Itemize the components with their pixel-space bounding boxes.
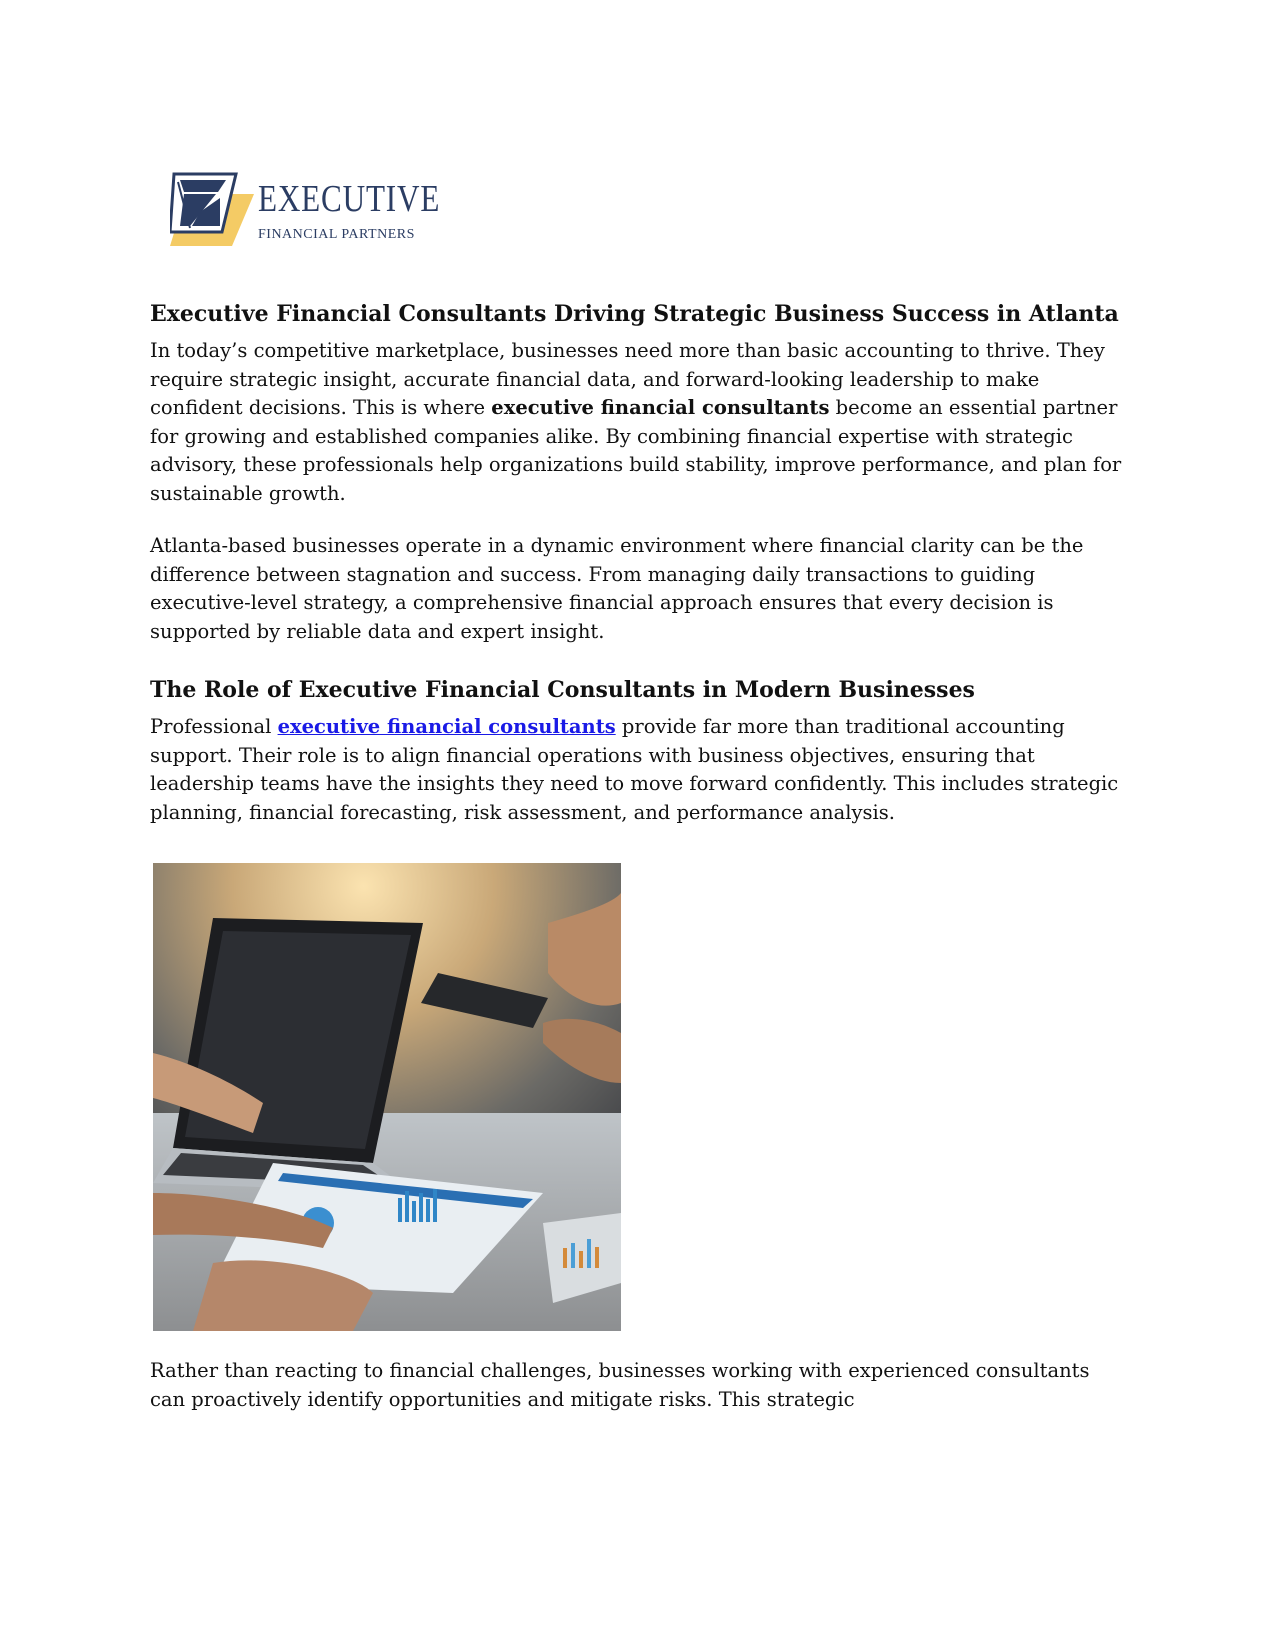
- closing-paragraph: Rather than reacting to financial challenges, businesses working with experienced consultants can proactively identify opportunities and mitigate risks. This strategic: [150, 1359, 1090, 1411]
- role-text-start: Professional: [150, 715, 278, 738]
- logo-tagline: FINANCIAL PARTNERS: [258, 227, 415, 242]
- article: [150, 300, 1130, 1414]
- consultants-link[interactable]: executive financial consultants: [277, 715, 616, 738]
- section-heading: The Role of Executive Financial Consultants in Modern Businesses: [150, 677, 975, 703]
- intro-paragraph: [150, 337, 1130, 508]
- intro-bold-phrase: executive financial consultants: [491, 396, 830, 419]
- role-text-end: provide far more than traditional accounting support. Their role is to align financial operations with business objectives, ensuring that leadership teams have the insights they need to move forward confidently. This includes strategic planning, financial forecasting, risk assessment, and performance analysis.: [150, 715, 1119, 824]
- logo-mark-icon: [170, 172, 254, 246]
- logo-wordmark: EXECUTIVE: [258, 178, 441, 220]
- photo-illustration: [153, 863, 621, 1331]
- atlanta-paragraph: Atlanta-based businesses operate in a dynamic environment where financial clarity can be the difference between stagnation and success. From managing daily transactions to guiding executive-level strategy, a comprehensive financial approach ensures that every decision is supported by reliable data and expert insight.: [150, 534, 1084, 643]
- company-logo: [170, 172, 440, 252]
- business-meeting-photo: [153, 863, 621, 1331]
- intro-text-end: become an essential partner for growing and established companies alike. By combining financial expertise with strategic advisory, these professionals help organizations build stability, improve performance, and plan for sustainable growth.: [150, 396, 1122, 505]
- role-paragraph: [150, 713, 1130, 827]
- article-title: Executive Financial Consultants Driving Strategic Business Success in Atlanta: [150, 301, 1119, 327]
- intro-text-start: In today’s competitive marketplace, businesses need more than basic accounting to thrive. They require strategic insight, accurate financial data, and forward-looking leadership to make confident decisions. This is where: [150, 339, 1105, 419]
